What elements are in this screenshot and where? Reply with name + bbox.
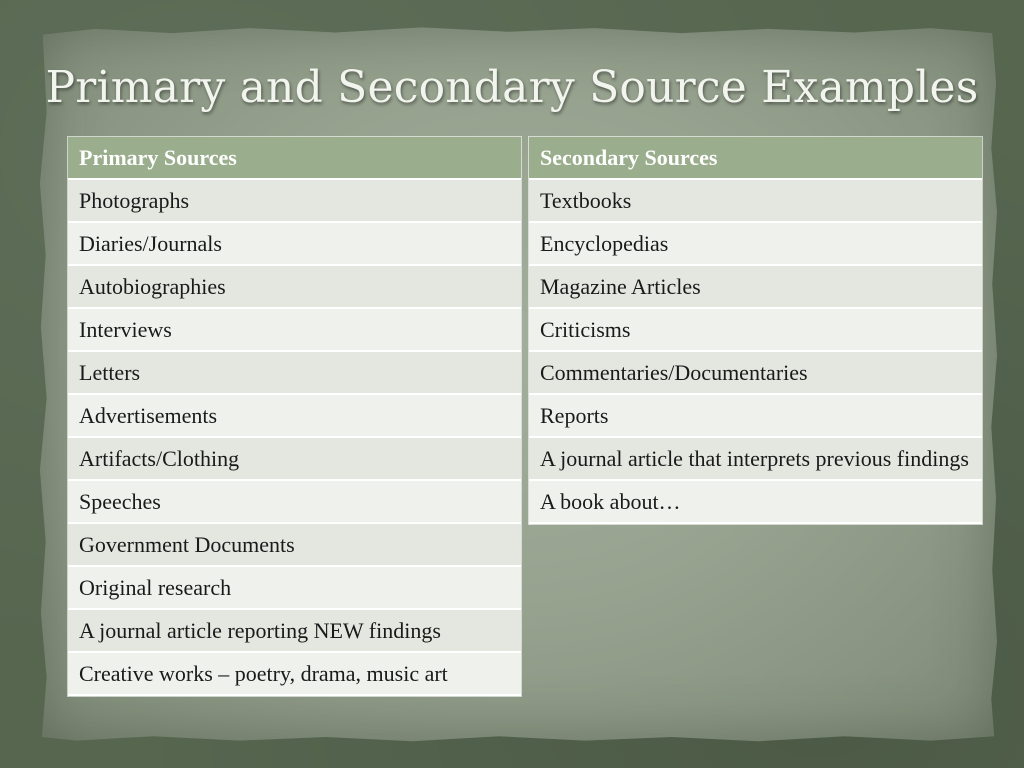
table-row	[68, 566, 521, 609]
table-cell: Commentaries/Documentaries	[529, 351, 982, 394]
table-row	[529, 222, 982, 265]
table-cell: Creative works – poetry, drama, music art	[68, 652, 521, 695]
table-cell: A book about…	[529, 480, 982, 523]
table-row	[68, 351, 521, 394]
table-row	[529, 308, 982, 351]
table-row	[529, 351, 982, 394]
table-cell: Diaries/Journals	[68, 222, 521, 265]
table-row	[68, 394, 521, 437]
table-row	[529, 179, 982, 222]
table-row	[68, 609, 521, 652]
table-header-row	[68, 137, 521, 179]
table-row	[68, 480, 521, 523]
table-row	[68, 523, 521, 566]
table-cell: Magazine Articles	[529, 265, 982, 308]
table-cell: Interviews	[68, 308, 521, 351]
table-row	[68, 308, 521, 351]
table-cell: Encyclopedias	[529, 222, 982, 265]
table-cell: Photographs	[68, 179, 521, 222]
table-row	[68, 652, 521, 695]
table-cell: Artifacts/Clothing	[68, 437, 521, 480]
table-cell: Criticisms	[529, 308, 982, 351]
table-cell: Textbooks	[529, 179, 982, 222]
table-row	[68, 179, 521, 222]
table-cell: Original research	[68, 566, 521, 609]
table-cell: Letters	[68, 351, 521, 394]
table-header-row	[529, 137, 982, 179]
table-row	[68, 437, 521, 480]
secondary-sources-table	[529, 137, 982, 524]
table-cell: Autobiographies	[68, 265, 521, 308]
primary-sources-table	[68, 137, 521, 696]
table-row	[529, 394, 982, 437]
table-row	[529, 480, 982, 523]
primary-sources-header: Primary Sources	[68, 137, 521, 179]
table-cell: Reports	[529, 394, 982, 437]
table-cell: A journal article that interprets previous findings	[529, 437, 982, 480]
slide-title: Primary and Secondary Source Examples	[45, 62, 979, 113]
table-row	[529, 437, 982, 480]
table-row	[529, 265, 982, 308]
table-cell: Speeches	[68, 480, 521, 523]
table-cell: A journal article reporting NEW findings	[68, 609, 521, 652]
table-row	[68, 222, 521, 265]
table-cell: Advertisements	[68, 394, 521, 437]
table-row	[68, 265, 521, 308]
table-cell: Government Documents	[68, 523, 521, 566]
secondary-sources-header: Secondary Sources	[529, 137, 982, 179]
